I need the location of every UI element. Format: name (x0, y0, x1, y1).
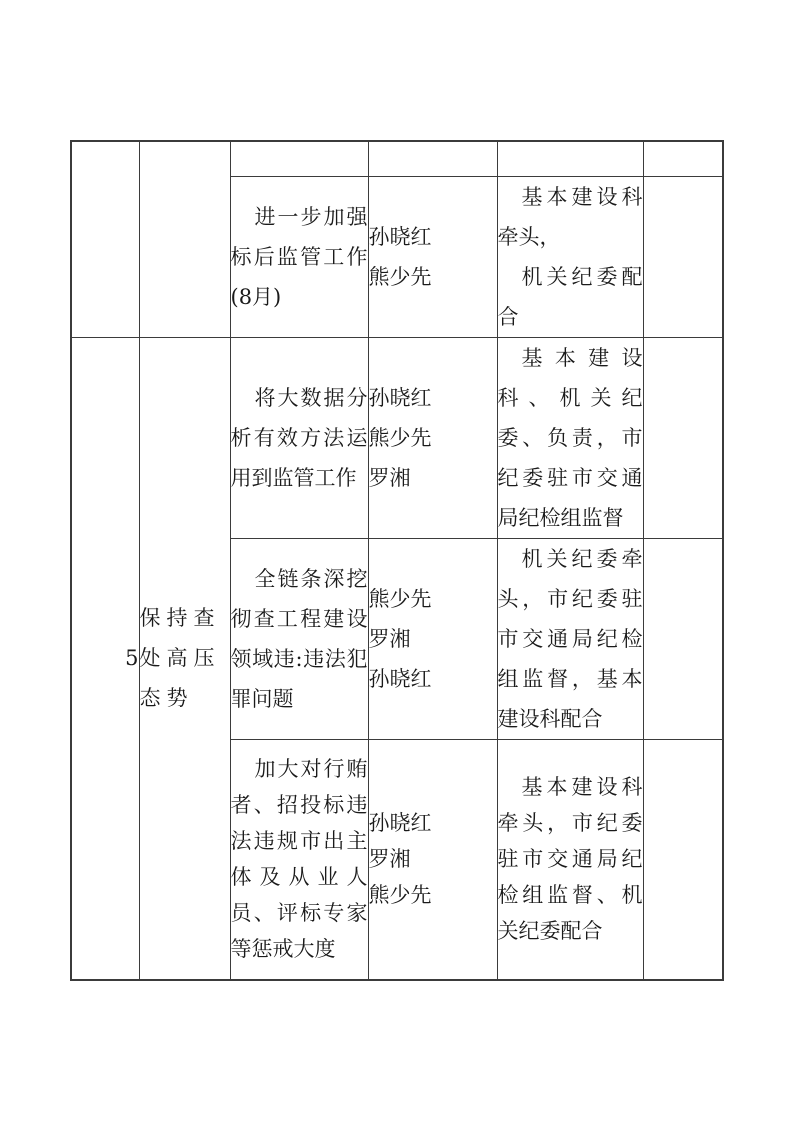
paragraph: 罗湘 (368, 465, 411, 490)
responsibility-cell (497, 337, 643, 538)
paragraph: 熊少先 (368, 264, 432, 289)
task-cell (230, 176, 368, 337)
paragraph: 孙晓红 (368, 224, 432, 249)
seq-cell-continuation (71, 141, 139, 337)
paragraph: 罗湘 (368, 626, 411, 651)
paragraph: 基本建设科牵头， (497, 184, 643, 249)
persons-cell (368, 176, 497, 337)
paragraph: 进一步加强标后监管工作(8月) (230, 204, 368, 309)
task-cell (230, 337, 368, 538)
category-cell: 保持查处高压态势 (139, 337, 230, 980)
persons-cell (368, 141, 497, 176)
persons-cell (368, 538, 497, 739)
note-cell (643, 176, 723, 337)
note-cell (643, 739, 723, 980)
paragraph: 孙晓红 (368, 666, 432, 691)
paragraph: 熊少先 (368, 883, 432, 908)
paragraph: 加大对行贿者、招投标违法违规市出主体及从业人员、评标专家等惩戒大度 (230, 757, 368, 962)
task-cell (230, 538, 368, 739)
note-cell (643, 337, 723, 538)
paragraph: 熊少先 (368, 586, 432, 611)
table-row (71, 337, 723, 538)
category-cell-continuation (139, 141, 230, 337)
paragraph: 基本建设科、机关纪委、负责，市纪委驻市交通局纪检组监督 (497, 345, 643, 530)
responsibility-cell (497, 176, 643, 337)
paragraph: 将大数据分析有效方法运用到监管工作 (230, 385, 368, 490)
responsibility-cell (497, 739, 643, 980)
note-cell (643, 141, 723, 176)
paragraph: 孙晓红 (368, 811, 432, 836)
paragraph: 全链条深挖彻查工程建设领域违:违法犯罪问题 (230, 566, 368, 711)
note-cell (643, 538, 723, 739)
paragraph: 孙晓红 (368, 385, 432, 410)
paragraph: 基本建设科牵头，市纪委驻市交通局纪检组监督、机关纪委配合 (497, 775, 643, 944)
paragraph: 机关纪委配合 (497, 264, 643, 329)
responsibility-cell (497, 538, 643, 739)
paragraph: 机关纪委牵头，市纪委驻市交通局纪检组监督，基本建设科配合 (497, 546, 643, 731)
responsibility-cell (497, 141, 643, 176)
seq-cell: 5 (71, 337, 139, 980)
task-cell (230, 141, 368, 176)
continuation-row (71, 141, 723, 176)
work-plan-table (70, 140, 724, 981)
paragraph: 熊少先 (368, 425, 432, 450)
task-cell (230, 739, 368, 980)
persons-cell (368, 739, 497, 980)
persons-cell (368, 337, 497, 538)
paragraph: 罗湘 (368, 847, 411, 872)
